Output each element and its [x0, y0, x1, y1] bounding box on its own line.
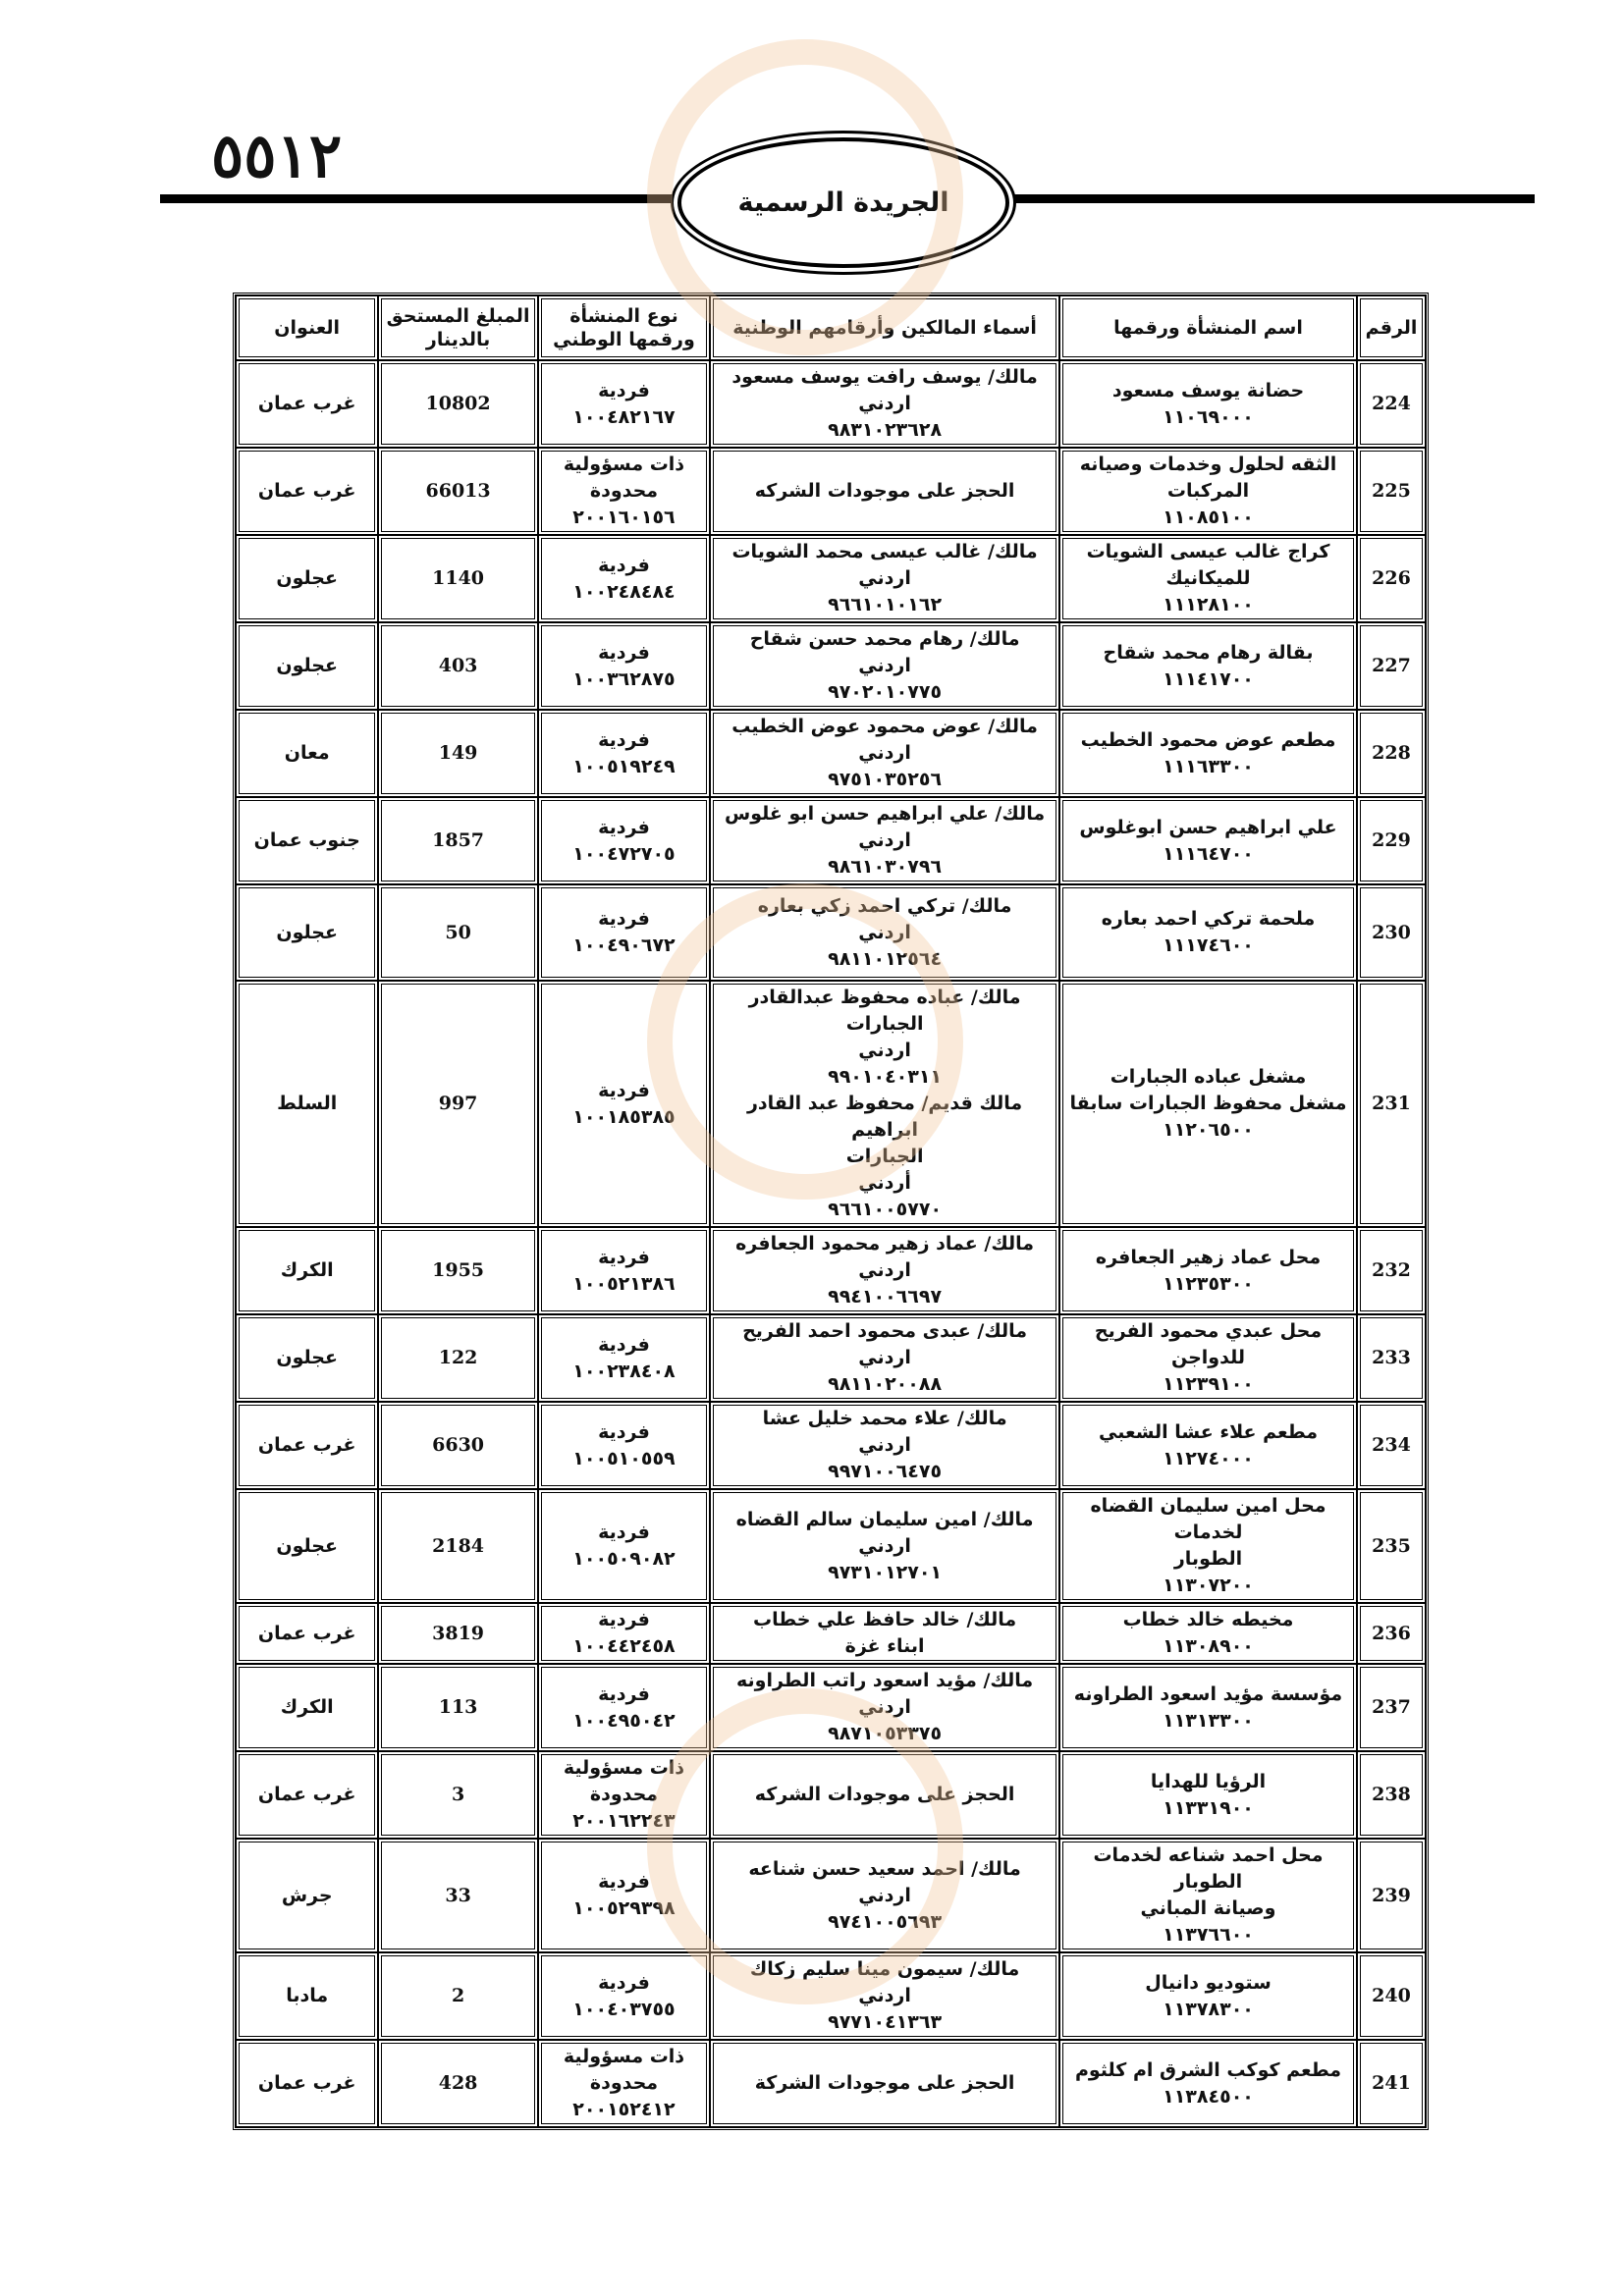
type-cell-line: فردية [598, 379, 650, 401]
owners-cell-line: ٩٩٧١٠٠٦٤٧٥ [828, 1461, 943, 1482]
table-body [236, 360, 1426, 2127]
row-number: 236 [1357, 1603, 1426, 1664]
establishment-cell-line: ١١١٤١٧٠٠ [1163, 667, 1254, 690]
establishment-cell-line: للميكانيك [1165, 567, 1251, 589]
owners-cell-line: اردني [858, 1985, 911, 2006]
establishment-cell-line: ١١٣٠٨٩٠٠ [1163, 1635, 1254, 1657]
header-owners: أسماء المالكين وأرقامهم الوطنية [710, 295, 1059, 360]
establishment-cell-line: مطعم علاء عشا الشعبي [1099, 1420, 1318, 1443]
row-number: 230 [1357, 884, 1426, 981]
table-row [236, 1839, 1426, 1952]
owners-cell-line: مالك/ سيمون مينا سليم زكاك [749, 1958, 1020, 1980]
amount-cell: 66013 [378, 448, 537, 535]
table-row [236, 360, 1426, 448]
table-row [236, 1314, 1426, 1402]
owners-cell [710, 797, 1059, 884]
owners-cell [710, 622, 1059, 710]
owners-cell-line: الحجز على موجودات الشركة [754, 2072, 1015, 2094]
owners-cell-line: اردني [858, 1347, 911, 1368]
address-cell: عجلون [236, 622, 378, 710]
establishment-cell [1059, 622, 1357, 710]
owners-cell-line: أردني [858, 1172, 911, 1194]
owners-cell [710, 1751, 1059, 1839]
type-cell [538, 981, 710, 1227]
type-cell-line: فردية [598, 908, 650, 930]
type-cell [538, 1664, 710, 1751]
owners-cell [710, 1227, 1059, 1314]
type-cell-line: محدودة [589, 480, 659, 502]
establishment-cell-line: ١١٣٨٤٥٠٠ [1163, 2085, 1254, 2108]
establishment-cell-line: مخيطه خالد خطاب [1122, 1609, 1294, 1630]
amount-cell: 122 [378, 1314, 537, 1402]
owners-cell-line: اردني [858, 921, 911, 943]
owners-cell [710, 1314, 1059, 1402]
owners-cell-line: اردني [858, 829, 911, 851]
table-row [236, 1603, 1426, 1664]
title-oval [677, 137, 1009, 268]
type-cell-line: فردية [598, 1682, 650, 1705]
registry-table [233, 293, 1429, 2130]
table-row [236, 710, 1426, 797]
owners-cell-line: الحجز على موجودات الشركه [754, 1784, 1015, 1805]
owners-cell [710, 448, 1059, 535]
establishment-cell-line: المركبات [1166, 480, 1250, 502]
amount-cell: 3819 [378, 1603, 537, 1664]
owners-cell [710, 1664, 1059, 1751]
establishment-cell-line: حضانة يوسف مسعود [1111, 379, 1305, 401]
establishment-cell-line: مؤسسة مؤيد اسعود الطراونه [1073, 1682, 1343, 1705]
owners-cell-line: مالك/ عوض محمود عوض الخطيب [731, 716, 1038, 737]
type-cell-line: فردية [598, 1246, 650, 1268]
type-cell-line: ١٠٠٤٤٢٤٥٨ [572, 1635, 676, 1657]
table-row [236, 884, 1426, 981]
type-cell-line: محدودة [589, 2072, 659, 2094]
type-cell [538, 535, 710, 622]
type-cell-line: فردية [598, 1871, 650, 1893]
owners-cell-line: مالك/ يوسف رافت يوسف مسعود [731, 366, 1038, 388]
owners-cell-line: الحجز على موجودات الشركه [754, 480, 1015, 502]
establishment-cell [1059, 360, 1357, 448]
table-row [236, 797, 1426, 884]
establishment-cell-line: محل عماد زهير الجعافره [1095, 1246, 1322, 1268]
amount-cell: 1857 [378, 797, 537, 884]
establishment-cell-line: ١١٣٠٧٢٠٠ [1163, 1575, 1254, 1596]
address-cell: عجلون [236, 884, 378, 981]
owners-cell-line: مالك/ تركي احمد زكي بعاره [757, 894, 1012, 917]
type-cell [538, 1227, 710, 1314]
table-row [236, 448, 1426, 535]
header-address: العنوان [236, 295, 378, 360]
type-cell-line: ذات مسؤولية [563, 2046, 685, 2067]
type-cell-line: ١٠٠١٨٥٣٨٥ [572, 1105, 676, 1128]
type-cell [538, 622, 710, 710]
type-cell-line: ١٠٠٥٠٩٠٨٢ [572, 1548, 676, 1570]
owners-cell [710, 981, 1059, 1227]
amount-cell: 1955 [378, 1227, 537, 1314]
row-number: 233 [1357, 1314, 1426, 1402]
amount-cell: 33 [378, 1839, 537, 1952]
establishment-cell-line: ١١٢٠٦٥٠٠ [1163, 1119, 1254, 1141]
type-cell-line: ١٠٠٥٢١٣٨٦ [572, 1272, 676, 1295]
type-cell-line: ١٠٠٥٢٩٣٩٨ [572, 1897, 676, 1919]
row-number: 224 [1357, 360, 1426, 448]
owners-cell-line: مالك/ عبدى محمود احمد الفريح [742, 1320, 1028, 1342]
table-row [236, 1489, 1426, 1603]
establishment-cell [1059, 1952, 1357, 2040]
address-cell: غرب عمان [236, 1603, 378, 1664]
owners-cell-line: مالك/ غالب عيسى محمد الشويات [731, 541, 1038, 562]
type-cell-line: ١٠٠٥١٠٥٥٩ [572, 1447, 676, 1469]
table-row [236, 535, 1426, 622]
address-cell: جنوب عمان [236, 797, 378, 884]
table-row [236, 1664, 1426, 1751]
amount-cell: 2 [378, 1952, 537, 2040]
owners-cell-line: اردني [858, 742, 911, 764]
owners-cell-line: اردني [858, 655, 911, 676]
owners-cell [710, 1489, 1059, 1603]
establishment-cell [1059, 1603, 1357, 1664]
amount-cell: 1140 [378, 535, 537, 622]
owners-cell-line: ٩٩٠١٠٤٠٣١١ [828, 1066, 943, 1088]
type-cell-line: فردية [598, 1079, 650, 1101]
type-cell-line: فردية [598, 1333, 650, 1356]
address-cell: غرب عمان [236, 1402, 378, 1489]
type-cell [538, 1952, 710, 2040]
table-row [236, 1952, 1426, 2040]
establishment-cell-line: محل امين سليمان القضاه لخدمات [1090, 1495, 1326, 1543]
owners-cell [710, 535, 1059, 622]
amount-cell: 3 [378, 1751, 537, 1839]
establishment-cell [1059, 797, 1357, 884]
type-cell-line: ١٠٠٢٤٨٤٨٤ [572, 580, 676, 603]
establishment-cell-line: بقالة رهام محمد شقاح [1103, 641, 1314, 664]
type-cell-line: ١٠٠٤٠٣٧٥٥ [572, 1998, 676, 2020]
owners-cell-line: ٩٨٣١٠٢٣٦٢٨ [828, 419, 943, 441]
establishment-cell-line: ١١١٦٣٣٠٠ [1163, 755, 1254, 777]
page-number: ٥٥١٢ [211, 120, 343, 191]
amount-cell: 997 [378, 981, 537, 1227]
owners-cell [710, 1603, 1059, 1664]
establishment-cell-line: محل عبدي محمود الفريح للدواجن [1094, 1320, 1323, 1368]
establishment-cell-line: محل احمد شناعه لخدمات الطوبار [1093, 1844, 1324, 1893]
header-establishment: اسم المنشأة ورقمها [1059, 295, 1357, 360]
owners-cell-line: مالك/ خالد حافظ علي خطاب [753, 1609, 1017, 1630]
type-cell [538, 1751, 710, 1839]
establishment-cell-line: الرؤيا للهدايا [1150, 1770, 1267, 1792]
establishment-cell-line: ملحمة تركي احمد بعاره [1101, 908, 1316, 930]
owners-cell [710, 2040, 1059, 2127]
type-cell [538, 2040, 710, 2127]
type-cell [538, 1489, 710, 1603]
type-cell-line: فردية [598, 728, 650, 751]
type-cell-line: ٢٠٠١٦٢٢٤٣ [572, 1810, 676, 1832]
table-row [236, 981, 1426, 1227]
owners-cell-line: ٩٧٧١٠٤١٣٦٣ [828, 2011, 943, 2033]
establishment-cell-line: ١١٣٣١٩٠٠ [1163, 1796, 1254, 1819]
table-row [236, 1402, 1426, 1489]
amount-cell: 2184 [378, 1489, 537, 1603]
establishment-cell-line: ١١١٧٤٦٠٠ [1163, 934, 1254, 956]
establishment-cell [1059, 1402, 1357, 1489]
establishment-cell [1059, 535, 1357, 622]
address-cell: غرب عمان [236, 448, 378, 535]
row-number: 225 [1357, 448, 1426, 535]
establishment-cell-line: ١١١٦٤٧٠٠ [1163, 842, 1254, 865]
owners-cell-line: الجبارات [845, 1146, 924, 1167]
establishment-cell [1059, 1314, 1357, 1402]
owners-cell-line: مالك/ امين سليمان سالم القضاه [735, 1508, 1034, 1530]
type-cell [538, 360, 710, 448]
amount-cell: 403 [378, 622, 537, 710]
establishment-cell-line: الطوبار [1173, 1548, 1243, 1570]
type-cell [538, 448, 710, 535]
row-number: 232 [1357, 1227, 1426, 1314]
type-cell [538, 1603, 710, 1664]
owners-cell [710, 360, 1059, 448]
establishment-cell [1059, 1664, 1357, 1751]
owners-cell-line: مالك/ علي ابراهيم حسن ابو غلوس [725, 803, 1046, 825]
establishment-cell-line: مطعم عوض محمود الخطيب [1080, 728, 1336, 751]
type-cell-line: فردية [598, 1420, 650, 1443]
type-cell-line: فردية [598, 554, 650, 576]
owners-cell-line: ٩٧٤١٠٠٥٦٩٣ [828, 1910, 943, 1933]
type-cell-line: ١٠٠٤٨٢١٦٧ [572, 405, 676, 428]
establishment-cell-line: ١١١٢٨١٠٠ [1163, 594, 1254, 615]
address-cell: مادبا [236, 1952, 378, 2040]
owners-cell-line: ٩٦٦١٠٠٥٧٧٠ [828, 1199, 943, 1220]
table-header-row [236, 295, 1426, 360]
type-cell-line: فردية [598, 641, 650, 664]
type-cell [538, 884, 710, 981]
type-cell [538, 1314, 710, 1402]
type-cell-line: ٢٠٠١٦٠١٥٦ [572, 507, 676, 528]
owners-cell-line: ٩٧٥١٠٣٥٢٥٦ [828, 769, 943, 790]
establishment-cell-line: الثقه لحلول وخدمات وصيانه [1079, 454, 1337, 475]
owners-cell-line: ٩٨١١٠٢٠٠٨٨ [828, 1373, 943, 1395]
table-row [236, 2040, 1426, 2127]
amount-cell: 6630 [378, 1402, 537, 1489]
address-cell: عجلون [236, 535, 378, 622]
type-cell-line: ذات مسؤولية [563, 1757, 685, 1779]
owners-cell-line: اردني [858, 1534, 911, 1557]
owners-cell-line: ٩٨٦١٠٣٠٧٩٦ [828, 856, 943, 878]
owners-cell-line: مالك/ مؤيد اسعود راتب الطراونه [736, 1670, 1034, 1691]
establishment-cell-line: ١١٢٣٥٣٠٠ [1163, 1272, 1254, 1295]
address-cell: الكرك [236, 1227, 378, 1314]
row-number: 235 [1357, 1489, 1426, 1603]
type-cell-line: فردية [598, 1522, 650, 1543]
address-cell: غرب عمان [236, 1751, 378, 1839]
amount-cell: 428 [378, 2040, 537, 2127]
owners-cell [710, 1402, 1059, 1489]
establishment-cell [1059, 448, 1357, 535]
table-row [236, 1751, 1426, 1839]
establishment-cell-line: مشغل محفوظ الجبارات سابقا [1069, 1093, 1347, 1114]
type-cell-line: فردية [598, 816, 650, 838]
establishment-cell-line: كراج غالب عيسى الشويات [1086, 541, 1330, 562]
owners-cell-line: اردني [858, 567, 911, 589]
gazette-title: الجريدة الرسمية [737, 187, 949, 218]
owners-cell-line: مالك/ عباده محفوظ عبدالقادر الجبارات [748, 987, 1021, 1035]
type-cell [538, 797, 710, 884]
establishment-cell-line: مشغل عباده الجبارات [1110, 1066, 1307, 1088]
type-cell-line: ذات مسؤولية [563, 454, 685, 475]
address-cell: معان [236, 710, 378, 797]
row-number: 234 [1357, 1402, 1426, 1489]
table-row [236, 1227, 1426, 1314]
row-number: 238 [1357, 1751, 1426, 1839]
owners-cell-line: ابناء غزة [844, 1635, 925, 1657]
address-cell: عجلون [236, 1489, 378, 1603]
row-number: 228 [1357, 710, 1426, 797]
row-number: 229 [1357, 797, 1426, 884]
owners-cell-line: ٩٧٠٢٠١٠٧٧٥ [828, 681, 943, 703]
owners-cell [710, 710, 1059, 797]
establishment-cell-line: ١١٢٣٩١٠٠ [1163, 1373, 1254, 1395]
row-number: 240 [1357, 1952, 1426, 2040]
type-cell-line: محدودة [589, 1784, 659, 1805]
row-number: 231 [1357, 981, 1426, 1227]
establishment-cell-line: وصيانة المباني [1140, 1897, 1276, 1919]
address-cell: عجلون [236, 1314, 378, 1402]
type-cell-line: ١٠٠٣٦٢٨٧٥ [572, 667, 676, 690]
owners-cell-line: اردني [858, 1434, 911, 1456]
address-cell: الكرك [236, 1664, 378, 1751]
row-number: 226 [1357, 535, 1426, 622]
establishment-cell-line: مطعم كوكب الشرق ام كلثوم [1074, 2058, 1342, 2081]
establishment-cell-line: علي ابراهيم حسن ابوغلوس [1079, 816, 1337, 838]
establishment-cell-line: ١١٠٨٥١٠٠ [1163, 507, 1254, 528]
type-cell-line: ١٠٠٥١٩٢٤٩ [572, 755, 676, 777]
amount-cell: 10802 [378, 360, 537, 448]
establishment-cell-line: ١١٣٧٦٦٠٠ [1163, 1924, 1254, 1946]
owners-cell-line: اردني [858, 1696, 911, 1718]
row-number: 227 [1357, 622, 1426, 710]
type-cell [538, 1839, 710, 1952]
row-number: 237 [1357, 1664, 1426, 1751]
establishment-cell [1059, 1751, 1357, 1839]
type-cell [538, 710, 710, 797]
amount-cell: 113 [378, 1664, 537, 1751]
establishment-cell [1059, 981, 1357, 1227]
owners-cell [710, 884, 1059, 981]
establishment-cell-line: ١١٣١٣٣٠٠ [1163, 1709, 1254, 1732]
owners-cell-line: ٩٧٣١٠١٢٧٠١ [828, 1561, 943, 1583]
type-cell-line: فردية [598, 1609, 650, 1630]
owners-cell-line: مالك قديم/ محفوظ عبد القادر ابراهيم [746, 1093, 1023, 1141]
type-cell-line: ١٠٠٤٧٢٧٠٥ [572, 842, 676, 865]
address-cell: جرش [236, 1839, 378, 1952]
amount-cell: 149 [378, 710, 537, 797]
type-cell-line: ١٠٠٤٩٥٠٤٢ [572, 1709, 676, 1732]
establishment-cell [1059, 884, 1357, 981]
establishment-cell [1059, 1839, 1357, 1952]
owners-cell-line: اردني [858, 1040, 911, 1061]
owners-cell-line: اردني [858, 393, 911, 414]
establishment-cell [1059, 2040, 1357, 2127]
establishment-cell [1059, 1227, 1357, 1314]
owners-cell-line: اردني [858, 1259, 911, 1281]
type-cell-line: ١٠٠٢٣٨٤٠٨ [572, 1360, 676, 1382]
owners-cell-line: اردني [858, 1884, 911, 1906]
table-row [236, 622, 1426, 710]
owners-cell-line: مالك/ عماد زهير محمود الجعافره [735, 1233, 1035, 1255]
header-no: الرقم [1357, 295, 1426, 360]
type-cell-line: فردية [598, 1971, 650, 1994]
owners-cell-line: ٩٩٤١٠٠٦٦٩٧ [828, 1286, 943, 1308]
header-amount: المبلغ المستحق بالدينار [378, 295, 537, 360]
address-cell: غرب عمان [236, 360, 378, 448]
row-number: 239 [1357, 1839, 1426, 1952]
type-cell-line: ١٠٠٤٩٠٦٧٢ [572, 934, 676, 956]
address-cell: غرب عمان [236, 2040, 378, 2127]
header-type: نوع المنشأة ورقمها الوطني [538, 295, 710, 360]
owners-cell-line: مالك/ علاء محمد خليل عشا [762, 1408, 1007, 1429]
establishment-cell-line: ١١٠٦٩٠٠٠ [1163, 405, 1254, 428]
type-cell [538, 1402, 710, 1489]
owners-cell-line: ٩٨١١٠١٢٥٦٤ [828, 947, 943, 970]
establishment-cell-line: ١١٢٧٤٠٠٠ [1163, 1447, 1254, 1469]
establishment-cell [1059, 710, 1357, 797]
owners-cell [710, 1839, 1059, 1952]
owners-cell [710, 1952, 1059, 2040]
establishment-cell-line: ١١٣٧٨٣٠٠ [1163, 1998, 1254, 2020]
address-cell: السلط [236, 981, 378, 1227]
row-number: 241 [1357, 2040, 1426, 2127]
owners-cell-line: ٩٨٧١٠٥٣٣٧٥ [828, 1723, 943, 1744]
establishment-cell [1059, 1489, 1357, 1603]
owners-cell-line: مالك/ رهام محمد حسن شقاح [749, 628, 1020, 650]
amount-cell: 50 [378, 884, 537, 981]
establishment-cell-line: ستوديو دانيال [1145, 1971, 1272, 1994]
owners-cell-line: مالك/ احمد سعيد حسن شناعه [748, 1857, 1021, 1880]
type-cell-line: ٢٠٠١٥٢٤١٢ [572, 2099, 676, 2120]
owners-cell-line: ٩٦٦١٠١٠١٦٢ [828, 594, 943, 615]
